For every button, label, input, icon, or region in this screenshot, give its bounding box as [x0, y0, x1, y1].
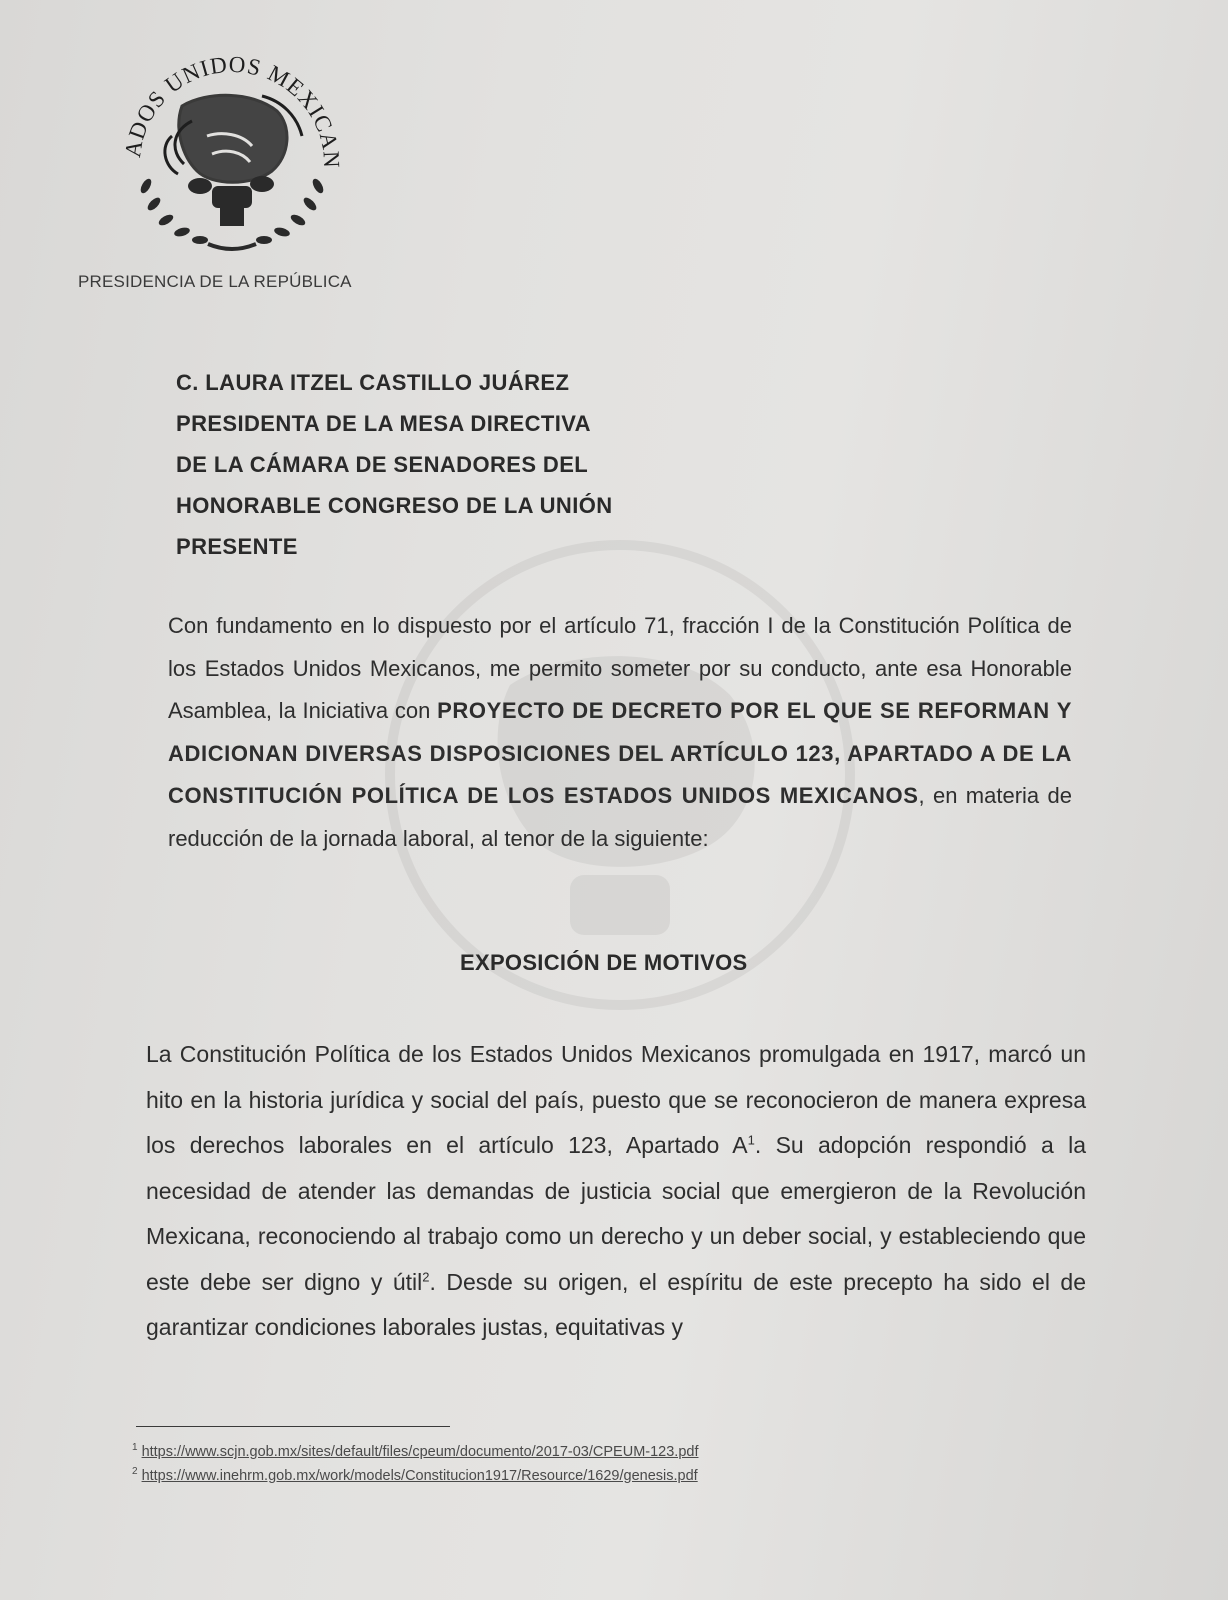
addressee-presente: PRESENTE — [176, 534, 298, 559]
coat-of-arms-seal — [112, 36, 352, 266]
decree-title: PROYECTO DE DECRETO POR EL QUE SE REFORMAN Y ADICIONAN DIVERSAS DISPOSICIONES DEL ARTÍCULO 123, APARTADO A DE LA CONSTITUCIÓN POLÍTICA DE LOS ESTADOS UNIDOS MEXICANOS — [168, 698, 1072, 808]
footnote-ref-1[interactable]: 1 — [747, 1132, 755, 1148]
addressee-block — [176, 362, 613, 567]
intro-text-before: Con fundamento en lo dispuesto por el artículo 71, fracción I de la Constitución Política de los Estados Unidos Mexicanos, me permito someter por su conducto, ante esa Honorable Asamblea, la Iniciativa con — [168, 613, 1072, 723]
addressee-chamber: DE LA CÁMARA DE SENADORES DEL — [176, 452, 589, 477]
footnote-divider — [136, 1426, 450, 1427]
section-heading: EXPOSICIÓN DE MOTIVOS — [460, 950, 748, 975]
footnote-1 — [132, 1438, 698, 1462]
footnote-2 — [132, 1462, 698, 1486]
seal-text: ADOS UNIDOS MEXICAN — [120, 51, 345, 170]
body-paragraph — [146, 1032, 1086, 1351]
body-text-part3: . Desde su origen, el espíritu de este precepto ha sido el de garantizar condiciones laborales justas, equitativas y — [146, 1268, 1087, 1340]
footnote-link-1[interactable]: https://www.scjn.gob.mx/sites/default/files/cpeum/documento/2017-03/CPEUM-123.pdf — [141, 1443, 699, 1460]
intro-text-after: , en materia de reducción de la jornada laboral, al tenor de la siguiente: — [168, 783, 1072, 851]
institution-caption: PRESIDENCIA DE LA REPÚBLICA — [78, 272, 352, 291]
addressee-congress: HONORABLE CONGRESO DE LA UNIÓN — [176, 493, 613, 518]
footnote-link-2[interactable]: https://www.inehrm.gob.mx/work/models/Constitucion1917/Resource/1629/genesis.pdf — [141, 1467, 698, 1484]
body-text-part2: . Su adopción respondió a la necesidad de atender las demandas de justicia social que emergieron de la Revolución Mexicana, reconociendo al trabajo como un derecho y un deber social, y estableciendo que este debe ser digno y útil — [146, 1132, 1086, 1295]
addressee-title: PRESIDENTA DE LA MESA DIRECTIVA — [176, 411, 591, 436]
eagle-seal-icon — [112, 36, 352, 266]
footnote-mark-1: 1 — [132, 1442, 138, 1453]
footnote-ref-2[interactable]: 2 — [422, 1268, 430, 1284]
footnote-mark-2: 2 — [132, 1465, 138, 1477]
intro-paragraph — [168, 605, 1072, 860]
footnotes — [132, 1438, 698, 1486]
addressee-name: C. LAURA ITZEL CASTILLO JUÁREZ — [176, 370, 570, 395]
body-text-part1: La Constitución Política de los Estados Unidos Mexicanos promulgada en 1917, marcó un hito en la historia jurídica y social del país, puesto que se reconocieron de manera expresa los derechos laborales en el artículo 123, Apartado A — [146, 1041, 1086, 1158]
